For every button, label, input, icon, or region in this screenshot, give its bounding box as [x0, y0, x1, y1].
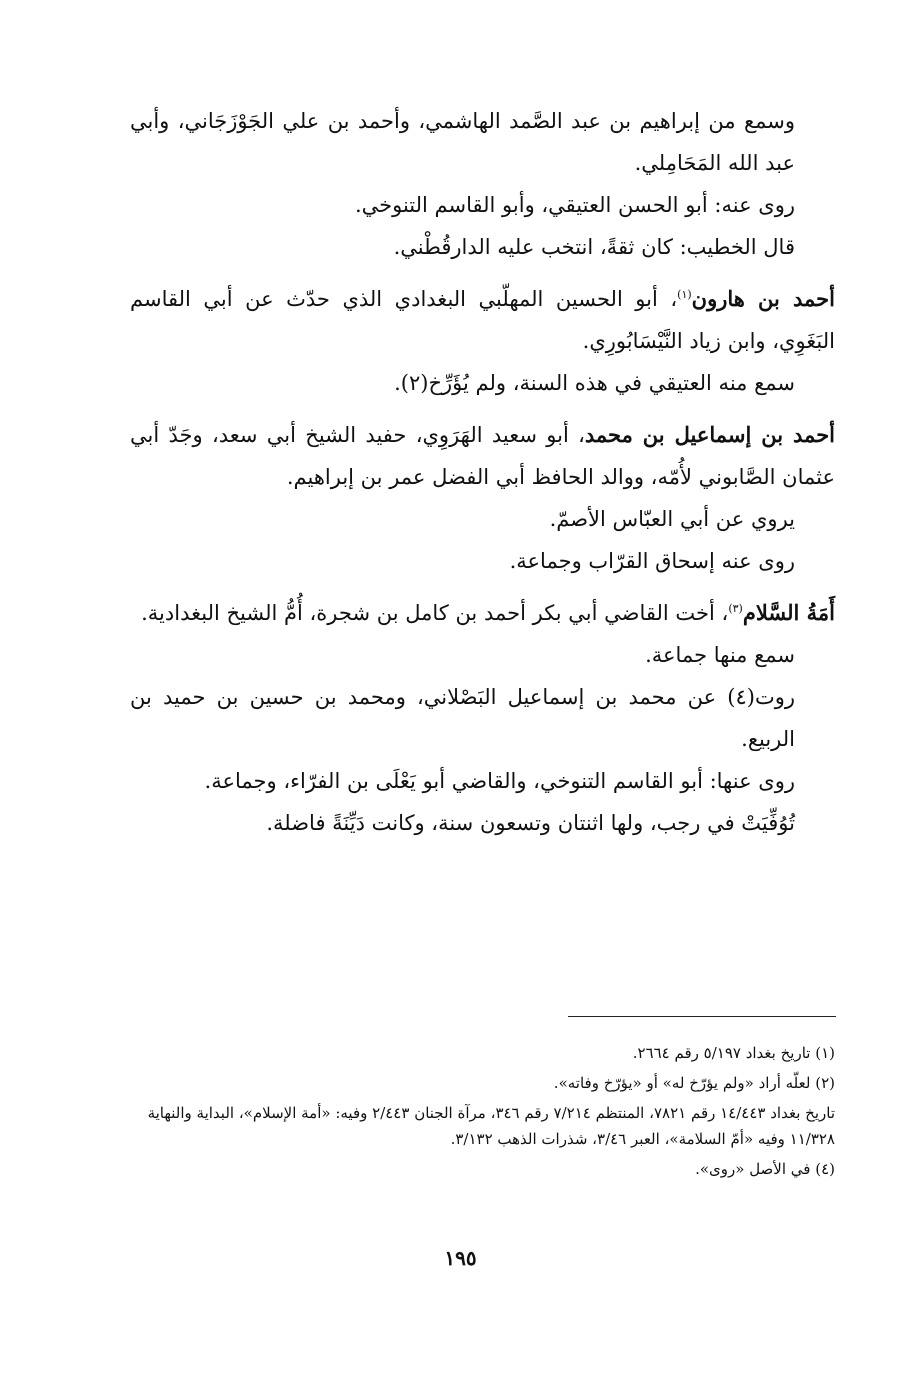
footnote: (٢) لعلّه أراد «ولم يؤرّخ له» أو «يؤرّخ وفاته». [553, 1074, 835, 1092]
entry-description: ، أبو سعيد الهَرَوِي، حفيد الشيخ أبي سعد، وجَدّ أبي عثمان الصَّابوني لأُمّه، ووالد الحافظ أبي الفضل عمر بن إبراهيم. [130, 423, 835, 489]
text-line: سمع منها جماعة. [645, 643, 795, 667]
text-line: وسمع من إبراهيم بن عبد الصَّمد الهاشمي، وأحمد بن علي الجَوْزَجَاني، وأبي عبد الله المَحَامِلي. [130, 109, 795, 175]
page-number: ١٩٥ [444, 1246, 477, 1270]
biography-entry [130, 592, 835, 844]
main-text [130, 100, 835, 844]
entry-name: أَمَةُ السَّلام [742, 600, 835, 625]
text-line: روت(٤) عن محمد بن إسماعيل البَصْلاني، ومحمد بن حسين بن حميد بن الربيع. [130, 685, 795, 751]
biography-entry [130, 278, 835, 404]
biography-entry [130, 414, 835, 582]
text-line: روى عنه إسحاق القرّاب وجماعة. [509, 549, 795, 573]
entry-heading [130, 414, 835, 498]
biography-entry [130, 100, 835, 268]
entry-name: أحمد بن إسماعيل بن محمد [584, 422, 836, 447]
footnotes [130, 1040, 835, 1186]
entry-heading [130, 278, 835, 362]
entry-description: ، أبو الحسين المهلّبي البغدادي الذي حدّث عن أبي القاسم البَغَوِي، وابن زياد النَّيْسَابُورِي. [130, 287, 835, 353]
entry-description: ، أخت القاضي أبي بكر أحمد بن كامل بن شجرة، أُمُّ الشيخ البغدادية. [141, 601, 729, 625]
text-line: سمع منه العتيقي في هذه السنة، ولم يُؤَرِّخ(٢). [394, 371, 795, 395]
footnote: (٤) في الأصل «روى». [695, 1160, 835, 1178]
entry-name: أحمد بن هارون [691, 286, 835, 311]
text-line: تُوُفِّيَتْ في رجب، ولها اثنتان وتسعون سنة، وكانت دَيِّنَةً فاضلة. [266, 811, 795, 835]
footnote-ref: (٣) [728, 602, 743, 615]
text-line: قال الخطيب: كان ثقةً، انتخب عليه الدارقُطْني. [393, 235, 795, 259]
entry-heading [130, 592, 835, 634]
footnote: (١) تاريخ بغداد ٥/١٩٧ رقم ٢٦٦٤. [632, 1044, 835, 1062]
footnote-ref: (١) [677, 288, 692, 301]
footnote-divider [568, 1016, 836, 1017]
text-line: روى عنها: أبو القاسم التنوخي، والقاضي أبو يَعْلَى بن الفرّاء، وجماعة. [204, 769, 795, 793]
footnote: تاريخ بغداد ١٤/٤٤٣ رقم ٧٨٢١، المنتظم ٧/٢١٤ رقم ٣٤٦، مرآة الجنان ٢/٤٤٣ وفيه: «أمة الإسلام»، البداية والنهاية ١١/٣٢٨ وفيه «أمّ السلامة»، العبر ٣/٤٦، شذرات الذهب ٣/١٣٢. [147, 1104, 835, 1148]
text-line: يروي عن أبي العبّاس الأصمّ. [549, 507, 795, 531]
text-line: روى عنه: أبو الحسن العتيقي، وأبو القاسم التنوخي. [354, 193, 795, 217]
